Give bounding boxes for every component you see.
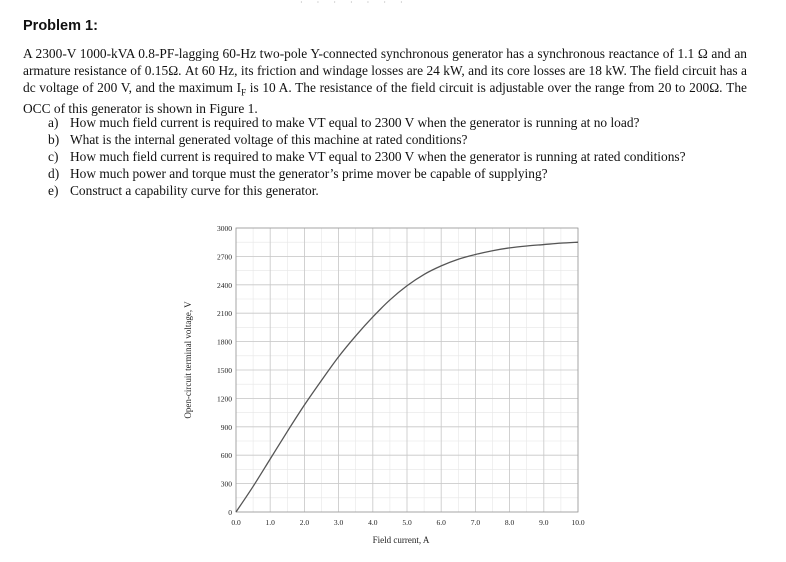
question-label: d) [48, 165, 60, 181]
question-text: How much field current is required to make VT equal to 2300 V when the generator is running at no load? [70, 115, 640, 130]
y-tick-label: 1500 [217, 366, 232, 375]
x-tick-label: 8.0 [504, 518, 515, 527]
y-tick-label: 1800 [217, 337, 232, 347]
x-tick-label: 7.0 [470, 518, 481, 527]
y-tick-label: 300 [220, 479, 232, 489]
y-tick-label: 3000 [217, 224, 232, 233]
question-label: c) [48, 148, 59, 164]
y-tick-label: 0 [228, 508, 232, 517]
problem-statement-text: A 2300-V 1000-kVA 0.8-PF-lagging 60-Hz two-pole Y-connected synchronous generator has a synchronous reactance of 1.1 Ω and an armature resistance of 0.15Ω. At 60 Hz, its friction and windage losses are 24 kW, and its core losses are 18 kW. The field circuit has a dc voltage of 200 V, and the maximum I [23, 46, 747, 95]
question-d [48, 166, 728, 183]
x-tick-label: 5.0 [402, 518, 412, 527]
question-text: What is the internal generated voltage of this machine at rated conditions? [70, 131, 468, 147]
question-c [48, 149, 728, 166]
question-text: How much field current is required to make VT equal to 2300 V when the generator is running at rated conditions? [70, 148, 686, 164]
x-tick-label: 0.0 [231, 518, 241, 527]
chart-grid [236, 228, 578, 512]
x-tick-label: 3.0 [333, 518, 344, 527]
x-tick-label: 1.0 [265, 518, 275, 527]
question-text: Construct a capability curve for this generator. [70, 182, 319, 198]
question-text: How much power and torque must the generator’s prime mover be capable of supplying? [70, 165, 548, 181]
x-tick-label: 6.0 [436, 518, 446, 527]
question-a [48, 115, 728, 132]
y-axis-label: Open-circuit terminal voltage, V [183, 301, 193, 419]
cropped-header-marks: · · · · · · · [300, 0, 409, 6]
y-tick-label: 2400 [217, 280, 232, 290]
x-tick-label: 10.0 [571, 518, 585, 527]
occ-chart [176, 222, 596, 552]
y-tick-label: 900 [220, 422, 232, 432]
x-tick-label: 4.0 [368, 518, 378, 527]
question-label: a) [48, 115, 59, 130]
problem-title: Problem 1: [23, 18, 98, 34]
question-label: b) [48, 131, 60, 147]
y-tick-label: 2700 [217, 252, 232, 262]
question-label: e) [48, 182, 59, 198]
field-current-subscript: F [241, 87, 247, 98]
question-e [48, 183, 728, 200]
problem-statement [23, 46, 747, 118]
question-list [48, 115, 728, 200]
x-axis-label: Field current, A [372, 535, 430, 545]
x-tick-label: 2.0 [299, 518, 310, 527]
y-tick-label: 2100 [217, 309, 232, 319]
y-tick-label: 600 [220, 451, 232, 461]
y-tick-label: 1200 [217, 394, 232, 404]
x-tick-label: 9.0 [539, 518, 549, 527]
chart-tick-labels [217, 224, 585, 527]
question-b [48, 132, 728, 149]
problem-statement-tail: is 10 A. The resistance of the field circuit is adjustable over the range from 20 to 200Ω. The OCC of this generator is shown in Figure 1. [23, 79, 747, 117]
